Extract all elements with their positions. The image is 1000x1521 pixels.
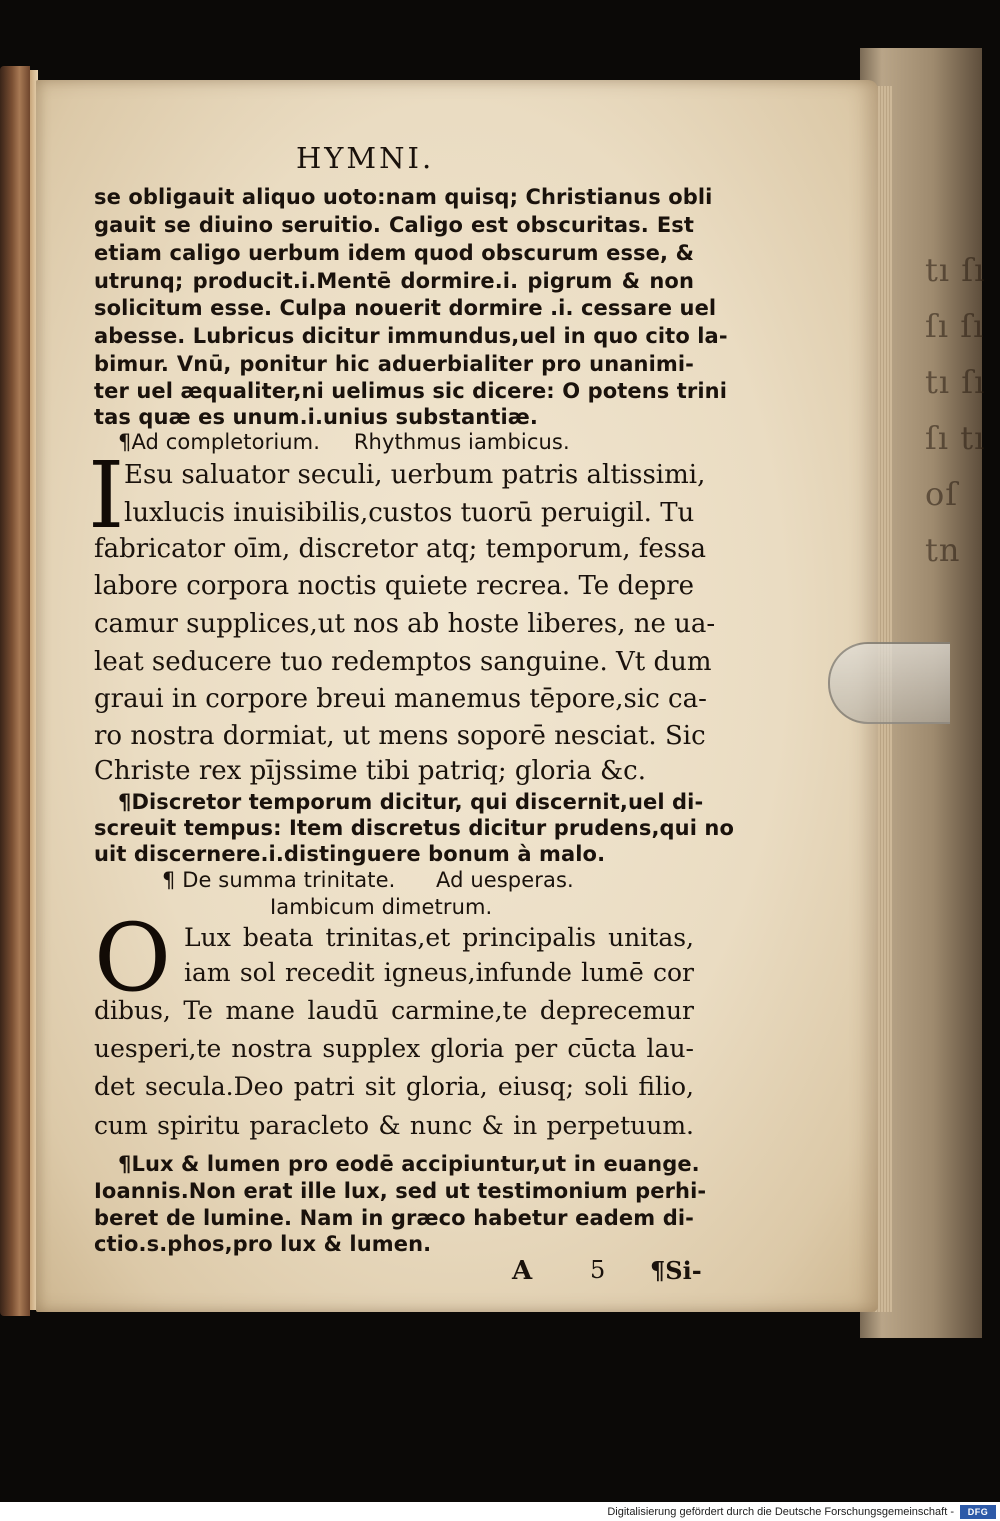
hymn-line: camur supplices,ut nos ab hoste liberes, ne ua-: [94, 609, 716, 639]
drop-cap: O: [94, 904, 172, 1013]
commentary-line: utrunq; producit.i.Mentē dormire.i. pigrum & non: [94, 269, 694, 293]
commentary-line: bimur. Vnū, ponitur hic aduerbialiter pro unanimi-: [94, 352, 694, 376]
hymn-line: Esu saluator seculi, uerbum patris altissimi,: [124, 460, 706, 490]
commentary-line: beret de lumine. Nam in græco habetur eadem di-: [94, 1206, 694, 1230]
dfg-logo: DFG: [960, 1505, 996, 1519]
hymn-line: graui in corpore breui manemus tēpore,sic ca-: [94, 684, 707, 714]
hymn-line: leat seducere tuo redemptos sanguine. Vt dum: [94, 647, 712, 677]
hymn-line: ro nostra dormiat, ut mens soporē nesciat. Sic: [94, 721, 706, 751]
commentary-line: gauit se diuino seruitio. Caligo est obscuritas. Est: [94, 213, 694, 237]
commentary-line: Ioannis.Non erat ille lux, sed ut testimonium perhi-: [94, 1179, 707, 1203]
hymn-line: cum spiritu paracleto & nunc & in perpetuum.: [94, 1111, 694, 1140]
signature-number: 5: [590, 1256, 606, 1284]
commentary-line: se obligauit aliquo uoto:nam quisq; Christianus obli: [94, 185, 713, 209]
commentary-line: abesse. Lubricus dicitur immundus,uel in quo cito la-: [94, 324, 728, 348]
hymn-line: uesperi,te nostra supplex gloria per cūcta lau-: [94, 1034, 694, 1063]
commentary-line: solicitum esse. Culpa nouerit dormire .i. cessare uel: [94, 296, 717, 320]
drop-cap: I: [88, 442, 125, 549]
commentary-line: etiam caligo uerbum idem quod obscurum esse, &: [94, 241, 694, 265]
signature-mark: A: [512, 1256, 533, 1286]
hymn-line: fabricator oīm, discretor atq; temporum, fessa: [94, 534, 706, 564]
hymn-line: iam sol recedit igneus,infunde lumē cor: [184, 958, 694, 987]
commentary-line: ¶Lux & lumen pro eodē accipiuntur,ut in euange.: [118, 1152, 700, 1176]
commentary-line: uit discernere.i.distinguere bonum à malo.: [94, 842, 606, 866]
catchword: ¶Si-: [650, 1256, 702, 1285]
section-heading: ¶ De summa trinitate. Ad uesperas.: [162, 868, 574, 892]
commentary-line: ctio.s.phos,pro lux & lumen.: [94, 1232, 432, 1256]
hymn-line: Christe rex pījssime tibi patriq; gloria &c.: [94, 756, 646, 786]
hymn-line: det secula.Deo patri sit gloria, eiusq; soli filio,: [94, 1072, 694, 1101]
hymn-line: labore corpora noctis quiete recrea. Te depre: [94, 571, 694, 601]
section-heading: ¶Ad completorium. Rhythmus iambicus.: [118, 430, 570, 454]
commentary-line: ¶Discretor temporum dicitur, qui discernit,uel di-: [118, 790, 704, 814]
hymn-line: Lux beata trinitas,et principalis unitas,: [184, 923, 694, 952]
commentary-line: ter uel æqualiter,ni uelimus sic dicere: O potens trini: [94, 379, 728, 403]
hymn-line: luxlucis inuisibilis,custos tuorū peruigil. Tu: [124, 498, 695, 528]
digitization-credit: Digitalisierung gefördert durch die Deutsche Forschungsgemeinschaft -: [607, 1506, 954, 1518]
running-head: HYMNI.: [296, 141, 435, 175]
facing-page-letters: tı ſı ſı ſı tı ſı ſı tı oſ tn: [925, 251, 986, 569]
section-subheading: Iambicum dimetrum.: [270, 895, 493, 919]
hymn-line: dibus, Te mane laudū carmine,te deprecemur: [94, 996, 694, 1025]
commentary-line: screuit tempus: Item discretus dicitur prudens,qui no: [94, 816, 735, 840]
commentary-line: tas quæ es unum.i.unius substantiæ.: [94, 405, 538, 429]
